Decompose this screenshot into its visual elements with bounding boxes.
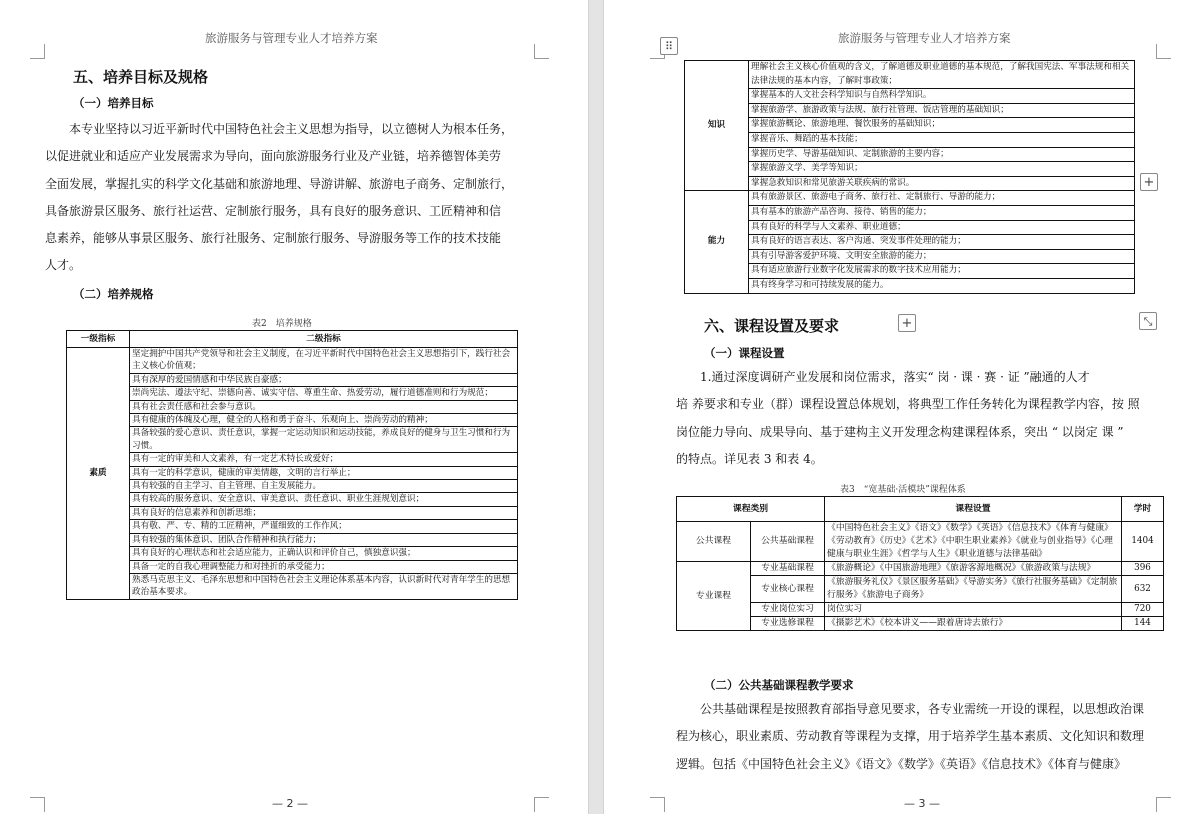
spec-cell: 具有良好的科学与人文素养、职业道德； [749,220,1135,235]
table-row [677,576,1164,603]
subsection-heading: （一）课程设置 [704,346,785,360]
subsection-heading: （一）培养目标 [73,96,154,110]
course-content-cell: 《旅游概论》《中国旅游地理》《旅游客源地概况》《旅游政策与法规》 [825,562,1122,576]
page-footer: — 3 — [904,797,940,810]
table-row [67,373,518,386]
table-row [685,205,1135,220]
paragraph-line: 1.通过深度调研产业发展和岗位需求，落实“ 岗 · 课 · 赛 · 证 ”融通的人才 [700,370,1090,384]
page-corner-mark [1156,797,1171,812]
spec-cell: 具有较高的服务意识、安全意识、审美意识、责任意识、职业生涯规划意识； [130,493,518,506]
paragraph-line: 本专业坚持以习近平新时代中国特色社会主义思想为指导，以立德树人为根本任务， [69,122,514,136]
document-page-2 [0,0,588,814]
spec-cell: 具有敬、严、专、精的工匠精神，严谨细致的工作作风； [130,520,518,533]
paragraph-line: 息素养，能够从事景区服务、旅行社服务、定制旅行服务、导游服务等工作的技术技能 [45,231,502,246]
course-subcategory-cell: 公共基础课程 [751,522,825,562]
table-row [67,387,518,400]
table-row [685,191,1135,206]
paragraph-line: 培 养要求和专业（群）课程设置总体规划，将典型工作任务转化为课程教学内容，按 照 [676,397,1140,412]
course-hours-cell: 396 [1122,562,1164,576]
course-subcategory-cell: 专业岗位实习 [751,603,825,617]
table-header-cell: 一级指标 [67,331,130,348]
table-row [67,453,518,466]
table-row [677,562,1164,576]
table-row [67,427,518,453]
spec-cell: 具有较强的自主学习、自主管理、自主发展能力。 [130,480,518,493]
table-row [67,493,518,506]
page-gap [588,0,604,814]
table-row [685,176,1135,191]
paragraph-line: 人才。 [45,258,82,273]
table-row [67,520,518,533]
spec-cell: 崇尚宪法、遵法守纪、崇德向善、诚实守信、尊重生命、热爱劳动，履行道德准则和行为规范； [130,387,518,400]
course-hours-cell: 632 [1122,576,1164,603]
table-row [677,522,1164,562]
spec-cell: 熟悉马克思主义、毛泽东思想和中国特色社会主义理论体系基本内容，认识新时代对青年学生的思想政治基本要求。 [130,573,518,599]
paragraph-line: 岗位能力导向、成果导向、基于建构主义开发理念构建课程体系，突出 “ 以岗定 课 ” [676,424,1124,439]
page-footer: — 2 — [272,797,308,810]
table-row [67,400,518,413]
course-content-cell: 《旅游服务礼仪》《景区服务基础》《导游实务》《旅行社服务基础》《定制旅行服务》《旅游电子商务》 [825,576,1122,603]
paragraph-line: 程为核心，职业素质、劳动教育等课程为支撑，用于培养学生基本素质、文化知识和数理 [676,729,1145,744]
table-header-cell: 二级指标 [130,331,518,348]
category-cell: 素质 [67,348,130,600]
table-row [685,278,1135,293]
table-row [67,414,518,427]
spec-cell: 具有良好的信息素养和创新思维； [130,506,518,519]
course-category-cell: 公共课程 [677,522,751,562]
spec-cell: 具备一定的自我心理调整能力和对挫折的承受能力； [130,560,518,573]
spec-cell: 掌握旅游文学、美学等知识； [749,162,1135,177]
category-cell: 能力 [685,191,749,293]
training-goal-paragraph [45,116,523,280]
spec-cell: 掌握旅游学、旅游政策与法规、旅行社管理、饭店管理的基础知识； [749,103,1135,118]
spec-cell: 具有旅游景区、旅游电子商务、旅行社、定制旅行、导游的能力； [749,191,1135,206]
spec-cell: 具备较强的爱心意识、责任意识，掌握一定运动知识和运动技能，养成良好的健身与卫生习惯和行为习惯。 [130,427,518,453]
course-content-cell: 《中国特色社会主义》《语文》《数学》《英语》《信息技术》《体育与健康》《劳动教育》《历史》《艺术》《中职生职业素养》《就业与创业指导》《心理健康与职业生涯》《哲学与人生》《职业道德与法律基础》 [825,522,1122,562]
course-subcategory-cell: 专业选修课程 [751,617,825,631]
table-row [685,235,1135,250]
spec-cell: 具有适应旅游行业数字化发展需求的数字技术应用能力； [749,264,1135,279]
public-course-paragraph [676,696,1162,778]
table-row [67,480,518,493]
spec-cell: 掌握急救知识和常见旅游关联疾病的常识。 [749,176,1135,191]
course-subcategory-cell: 专业核心课程 [751,576,825,603]
table-header-cell: 课程类别 [677,497,825,522]
subsection-heading: （二）公共基础课程教学要求 [704,678,854,692]
course-subcategory-cell: 专业基础课程 [751,562,825,576]
subsection-heading: （二）培养规格 [73,287,154,301]
table-caption: 表2 培养规格 [252,319,312,329]
course-hours-cell: 720 [1122,603,1164,617]
paragraph-line: 逻辑。包括《中国特色社会主义》《语文》《数学》《英语》《信息技术》《体育与健康》 [676,756,1127,771]
page-corner-mark [534,797,549,812]
paragraph-line: 公共基础课程是按照教育部指导意见要求，各专业需统一开设的课程，以思想政治课 [700,702,1145,716]
page-corner-mark [30,44,45,59]
table-row [677,617,1164,631]
table-row [685,89,1135,104]
spec-cell: 具有一定的审美和人文素养，有一定艺术特长或爱好； [130,453,518,466]
spec-cell: 具有社会责任感和社会参与意识。 [130,400,518,413]
table-caption: 表3 “宽基础·活模块”课程体系 [840,485,966,495]
page-corner-mark [534,44,549,59]
spec-cell: 具有较强的集体意识、团队合作精神和执行能力； [130,533,518,546]
spec-cell: 具有基本的旅游产品咨询、接待、销售的能力； [749,205,1135,220]
spec-cell: 掌握旅游概论、旅游地理、餐饮服务的基础知识； [749,118,1135,133]
paragraph-line: 全面发展，掌握扎实的科学文化基础和旅游地理、导游讲解、旅游电子商务、定制旅行， [45,176,514,191]
page-corner-mark [650,797,665,812]
table-row [685,220,1135,235]
paragraph-line: 的特点。详见表 3 和表 4。 [676,451,823,466]
table-row [685,162,1135,177]
table-row [685,118,1135,133]
course-setting-paragraph [676,364,1162,473]
course-content-cell: 岗位实习 [825,603,1122,617]
table-row [67,506,518,519]
spec-cell: 具有终身学习和可持续发展的能力。 [749,278,1135,293]
table-row [685,61,1135,89]
spec-cell: 具有深厚的爱国情感和中华民族自豪感； [130,373,518,386]
table-row [685,132,1135,147]
spec-cell: 具有引导游客爱护环境、文明安全旅游的能力； [749,249,1135,264]
course-hours-cell: 1404 [1122,522,1164,562]
spec-cell: 掌握音乐、舞蹈的基本技能； [749,132,1135,147]
spec-cell: 坚定拥护中国共产党领导和社会主义制度，在习近平新时代中国特色社会主义思想指引下，践行社会主义核心价值观； [130,348,518,374]
table-row [67,547,518,560]
document-page-3 [604,0,1197,814]
paragraph-line: 以促进就业和适应产业发展需求为导向，面向旅游服务行业及产业链，培养德智体美劳 [45,149,502,164]
table-row [67,348,518,374]
page-header: 旅游服务与管理专业人才培养方案 [838,31,1011,45]
spec-cell: 理解社会主义核心价值观的含义，了解道德及职业道德的基本规范，了解我国宪法、军事法规和相关法律法规的基本内容，了解时事政策； [749,61,1135,89]
table-resize-icon[interactable]: ⤡ [1139,312,1157,330]
table-row [685,103,1135,118]
page-corner-mark [30,797,45,812]
course-category-cell: 专业课程 [677,562,751,631]
table-row [685,264,1135,279]
spec-cell: 具有一定的科学意识，健康的审美情趣，文明的言行举止； [130,466,518,479]
table-row [67,466,518,479]
course-content-cell: 《摄影艺术》《校本讲义——跟着唐诗去旅行》 [825,617,1122,631]
category-cell: 知识 [685,61,749,191]
section-heading: 六、课程设置及要求 [704,317,840,335]
page-header: 旅游服务与管理专业人才培养方案 [205,31,378,45]
spec-cell: 掌握基本的人文社会科学知识与自然科学知识。 [749,89,1135,104]
table-row [67,573,518,599]
table-row [677,603,1164,617]
spec-cell: 具有健康的体魄及心理，健全的人格和勇于奋斗、乐观向上、崇尚劳动的精神； [130,414,518,427]
table-row [67,560,518,573]
table-row [67,533,518,546]
table-header-cell: 课程设置 [825,497,1122,522]
table-row [685,249,1135,264]
course-system-table [676,496,1164,631]
training-spec-table-continued [684,60,1135,294]
table-row [685,147,1135,162]
table-move-handle-icon[interactable]: ⠿ [660,37,678,55]
spec-cell: 具有良好的语言表达、客户沟通、突发事件处理的能力； [749,235,1135,250]
spec-cell: 掌握历史学、导游基础知识、定制旅游的主要内容； [749,147,1135,162]
section-heading: 五、培养目标及规格 [73,68,209,86]
training-spec-table [66,330,518,600]
table-header-cell: 学时 [1122,497,1164,522]
paragraph-line: 具备旅游景区服务、旅行社运营、定制旅行服务，具有良好的服务意识、工匠精神和信 [45,203,502,218]
page-corner-mark [1156,44,1171,59]
course-hours-cell: 144 [1122,617,1164,631]
add-row-icon[interactable]: + [898,314,916,332]
spec-cell: 具有良好的心理状态和社会适应能力，正确认识和评价自己，慎独意识强； [130,547,518,560]
add-column-icon[interactable]: + [1140,173,1158,191]
